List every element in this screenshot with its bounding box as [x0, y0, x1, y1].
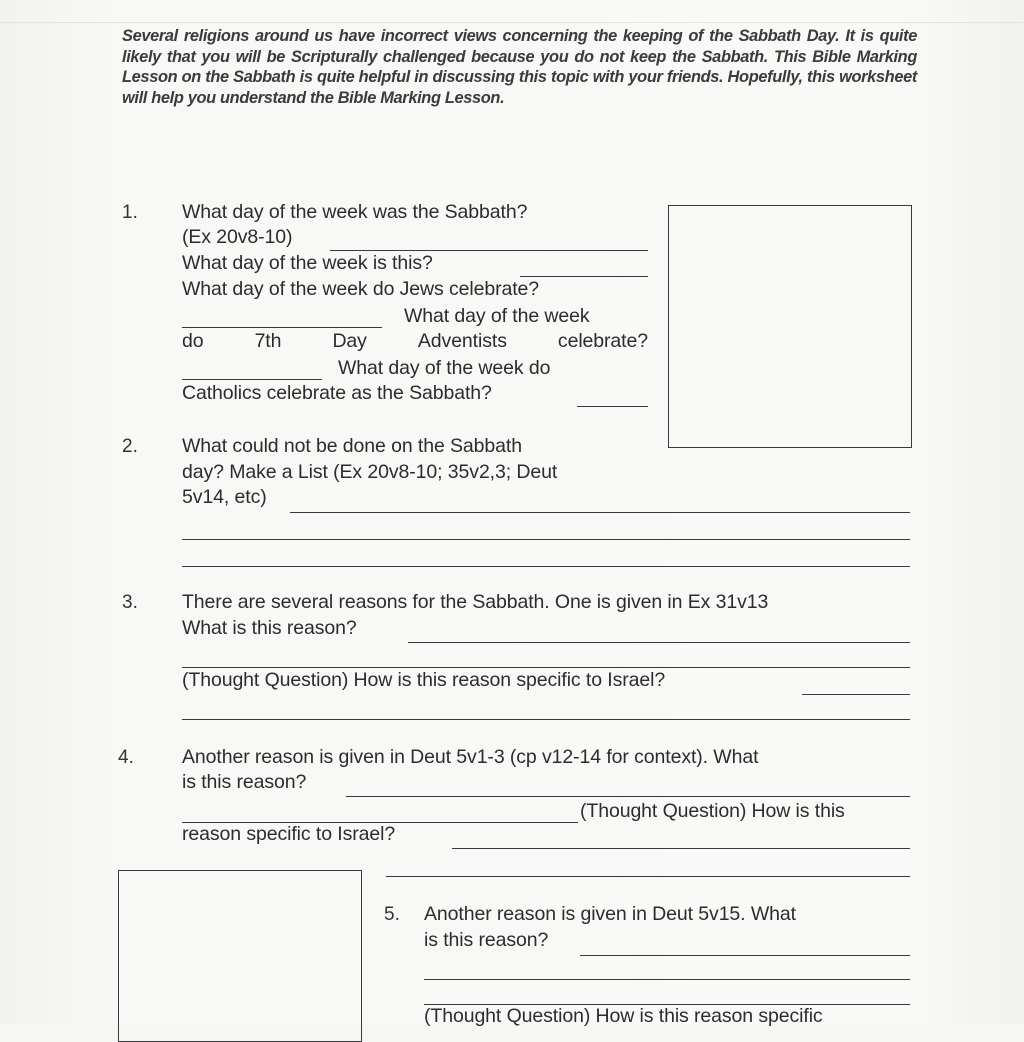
question-2-line-2: day? Make a List (Ex 20v8-10; 35v2,3; Deut [182, 461, 558, 483]
question-1-line-2: (Ex 20v8-10) [182, 226, 293, 248]
question-4-number: 4. [118, 747, 134, 768]
question-4-line-1: Another reason is given in Deut 5v1-3 (cp v12-14 for context). What [182, 746, 759, 768]
word-day: Day [332, 330, 367, 352]
answer-blank-2a[interactable] [290, 512, 910, 513]
drawing-box-top[interactable] [668, 205, 912, 448]
answer-blank-1c[interactable] [182, 327, 382, 328]
question-4-line-3: (Thought Question) How is this [580, 800, 845, 822]
question-5-line-1: Another reason is given in Deut 5v15. What [424, 903, 796, 925]
answer-blank-1e[interactable] [577, 406, 648, 407]
word-adventists: Adventists [417, 330, 507, 352]
word-celebrate: celebrate? [557, 330, 648, 352]
drawing-box-bottom[interactable] [118, 870, 362, 1042]
question-1-line-7: What day of the week do [338, 357, 551, 379]
answer-blank-5a[interactable] [580, 955, 910, 956]
question-4-line-4: reason specific to Israel? [182, 823, 396, 845]
question-5-line-2: is this reason? [424, 929, 549, 951]
question-3-line-1: There are several reasons for the Sabbath. One is given in Ex 31v13 [182, 591, 769, 613]
question-1-line-5: What day of the week [404, 305, 590, 327]
question-1-line-3: What day of the week is this? [182, 252, 433, 274]
intro-paragraph: Several religions around us have incorrect views concerning the keeping of the Sabbath Day. It is quite likely that you will be Scripturally challenged because you do not keep the Sabbath. This Bible Marking Lesson on the Sabbath is quite helpful in discussing this topic with your friends. Hopefully, this worksheet will help you understand the Bible Marking Lesson. [122, 27, 917, 107]
answer-blank-2c[interactable] [182, 566, 910, 567]
answer-blank-4d[interactable] [386, 876, 910, 877]
question-2-line-1: What could not be done on the Sabbath [182, 435, 522, 457]
question-2-number: 2. [122, 436, 138, 457]
answer-blank-3d[interactable] [182, 719, 910, 720]
question-3-line-3: (Thought Question) How is this reason specific to Israel? [182, 669, 666, 691]
question-3-number: 3. [122, 592, 138, 613]
top-rule [0, 22, 1024, 23]
question-1-line-8: Catholics celebrate as the Sabbath? [182, 382, 492, 404]
answer-blank-5b[interactable] [424, 979, 910, 980]
question-5-number: 5. [384, 904, 400, 925]
question-1-line-4: What day of the week do Jews celebrate? [182, 278, 540, 300]
question-1-number: 1. [122, 202, 138, 223]
question-3-line-2: What is this reason? [182, 617, 357, 639]
question-1-line-6 [182, 329, 648, 355]
answer-blank-1b[interactable] [520, 276, 648, 277]
word-7th: 7th [254, 330, 282, 352]
answer-blank-4a[interactable] [346, 796, 910, 797]
question-2-line-3: 5v14, etc) [182, 486, 267, 508]
question-5-line-3: (Thought Question) How is this reason specific [424, 1005, 823, 1027]
answer-blank-1d[interactable] [182, 379, 322, 380]
answer-blank-4c[interactable] [452, 848, 910, 849]
word-do: do [182, 330, 204, 352]
question-4-line-2: is this reason? [182, 771, 307, 793]
answer-blank-3c[interactable] [802, 694, 910, 695]
answer-blank-2b[interactable] [182, 539, 910, 540]
question-1-line-1: What day of the week was the Sabbath? [182, 201, 528, 223]
answer-blank-3a[interactable] [408, 642, 910, 643]
